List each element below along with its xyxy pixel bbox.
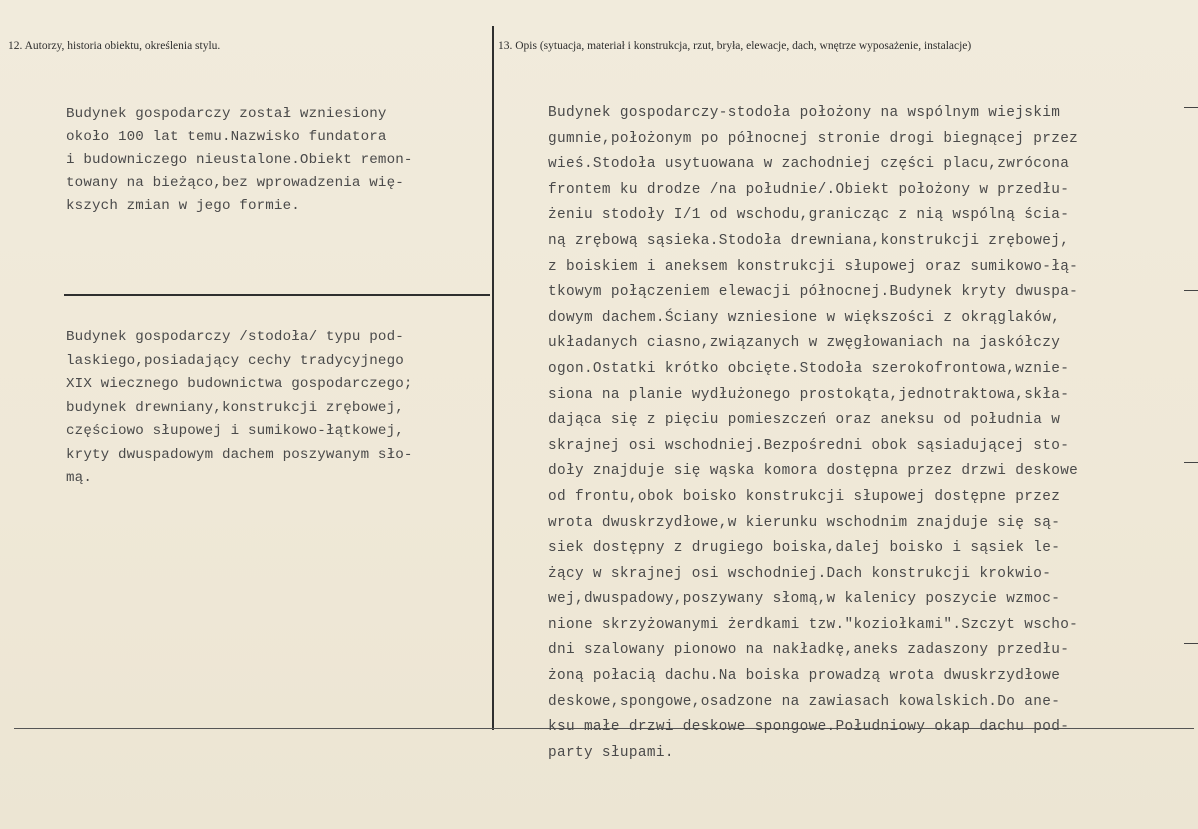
description-line: z boiskiem i aneksem konstrukcji słupowej oraz sumikowo-łą- bbox=[548, 258, 1079, 275]
description-line: siek dostępny z drugiego boiska,dalej boisko i sąsiek le- bbox=[548, 540, 1061, 557]
description-line: od frontu,obok boisko konstrukcji słupowej dostępne przez bbox=[548, 488, 1061, 505]
description-line: siona na planie wydłużonego prostokąta,jednotraktowa,skła- bbox=[548, 386, 1070, 403]
description-line: wej,dwuspadowy,poszywany słomą,w kalenicy poszycie wzmoc- bbox=[548, 591, 1061, 608]
style-line: XIX wiecznego budownictwa gospodarczego; bbox=[66, 376, 413, 392]
description-line: wieś.Stodoła usytuowana w zachodniej części placu,zwrócona bbox=[548, 156, 1070, 173]
description-line: dająca się z pięciu pomieszczeń oraz aneksu od południa w bbox=[548, 412, 1061, 429]
style-line: laskiego,posiadający cechy tradycyjnego bbox=[66, 352, 404, 369]
description-line: gumnie,położonym po północnej stronie drogi biegnącej przez bbox=[548, 130, 1079, 147]
description-line: Budynek gospodarczy-stodoła położony na wspólnym wiejskim bbox=[548, 105, 1061, 121]
description-line: skrajnej osi wschodniej.Bezpośredni obok sąsiadującej sto- bbox=[548, 437, 1070, 454]
margin-tick bbox=[1184, 643, 1198, 644]
description-line: deskowe,spongowe,osadzone na zawiasach kowalskich.Do ane- bbox=[548, 693, 1061, 710]
description-line: wrota dwuskrzydłowe,w kierunku wschodnim znajduje się są- bbox=[548, 514, 1061, 531]
description-line: party słupami. bbox=[548, 744, 674, 761]
style-line: mą. bbox=[66, 470, 92, 486]
history-line: towany na bieżąco,bez wprowadzenia wię- bbox=[66, 175, 404, 191]
history-line: i budowniczego nieustalone.Obiekt remon- bbox=[66, 152, 413, 168]
description-line: nione skrzyżowanymi żerdkami tzw."koziołkami".Szczyt wscho- bbox=[548, 616, 1079, 633]
description-line: ogon.Ostatki krótko obcięte.Stodoła szerokofrontowa,wznie- bbox=[548, 360, 1070, 377]
margin-tick bbox=[1184, 462, 1198, 463]
section-12-header: 12. Autorzy, historia obiektu, określenia stylu. bbox=[8, 40, 221, 52]
description-line: dni szalowany pionowo na nakładkę,aneks zadaszony przedłu- bbox=[548, 642, 1070, 659]
margin-tick bbox=[1184, 290, 1198, 291]
style-line: kryty dwuspadowym dachem poszywanym sło- bbox=[66, 446, 413, 463]
history-line: Budynek gospodarczy został wzniesiony bbox=[66, 106, 387, 122]
style-line: budynek drewniany,konstrukcji zrębowej, bbox=[66, 399, 404, 416]
style-line: Budynek gospodarczy /stodoła/ typu pod- bbox=[66, 329, 404, 345]
description-line: dowym dachem.Ściany wzniesione w większości z okrąglaków, bbox=[548, 309, 1061, 326]
description-line: żeniu stodoły I/1 od wschodu,granicząc z nią wspólną ścia- bbox=[548, 207, 1070, 224]
margin-tick bbox=[1184, 107, 1198, 108]
history-text bbox=[66, 103, 413, 218]
style-text bbox=[66, 326, 413, 491]
history-line: kszych zmian w jego formie. bbox=[66, 198, 300, 214]
description-line: żoną połacią dachu.Na boiska prowadzą wrota dwuskrzydłowe bbox=[548, 668, 1061, 685]
description-line: układanych ciasno,związanych w zwęgłowaniach na jaskółczy bbox=[548, 335, 1061, 352]
section-12-divider bbox=[64, 294, 490, 296]
style-line: częściowo słupowej i sumikowo-łątkowej, bbox=[66, 423, 404, 439]
description-line: ną zrębową sąsieka.Stodoła drewniana,konstrukcji zrębowej, bbox=[548, 232, 1070, 249]
description-text bbox=[548, 101, 1078, 766]
description-line: żący w skrajnej osi wschodniej.Dach konstrukcji krokwio- bbox=[548, 565, 1052, 582]
description-line: frontem ku drodze /na południe/.Obiekt położony w przedłu- bbox=[548, 181, 1070, 198]
description-line: doły znajduje się wąska komora dostępna przez drzwi deskowe bbox=[548, 463, 1079, 480]
section-13-header: 13. Opis (sytuacja, materiał i konstrukcja, rzut, bryła, elewacje, dach, wnętrze wyposażenie, instalacje) bbox=[498, 40, 972, 52]
description-line: tkowym połączeniem elewacji północnej.Budynek kryty dwuspa- bbox=[548, 284, 1079, 301]
column-divider bbox=[492, 26, 494, 730]
description-line: ksu małe drzwi deskowe spongowe.Południowy okap dachu pod- bbox=[548, 719, 1070, 736]
history-line: około 100 lat temu.Nazwisko fundatora bbox=[66, 129, 387, 145]
